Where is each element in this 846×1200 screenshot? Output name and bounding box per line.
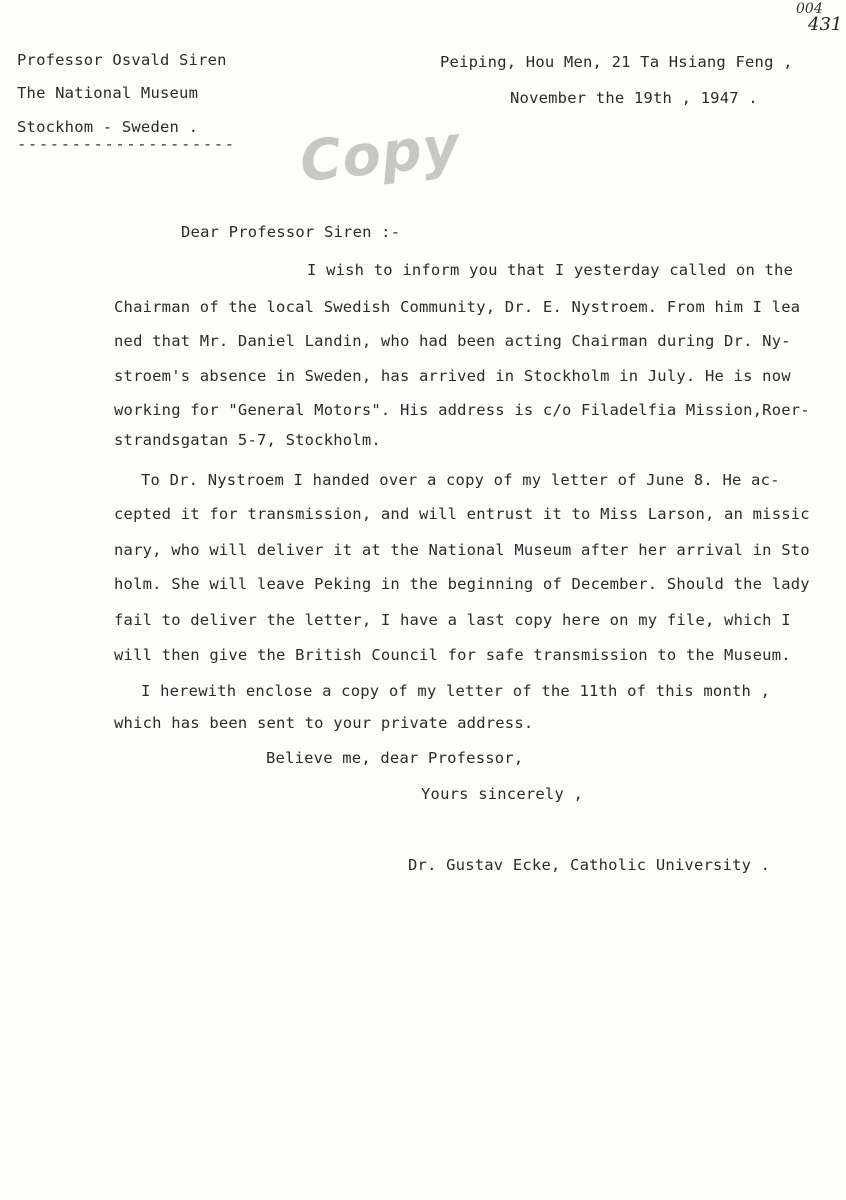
recipient-city: Stockhom - Sweden . [17, 118, 199, 136]
letter-date: November the 19th , 1947 . [510, 89, 758, 107]
valediction: Yours sincerely , [421, 785, 584, 803]
paragraph-line: nary, who will deliver it at the National Museum after her arrival in Sto [114, 541, 810, 559]
archive-number-top: 004 [796, 1, 823, 17]
paragraph-line: working for "General Motors". His address is c/o Filadelfia Mission,Roer- [114, 401, 810, 419]
paragraph-line: fail to deliver the letter, I have a last copy here on my file, which I [114, 611, 791, 629]
paragraph-line: To Dr. Nystroem I handed over a copy of my letter of June 8. He ac- [141, 471, 780, 489]
copy-stamp: Copy [297, 113, 464, 196]
sender-address: Peiping, Hou Men, 21 Ta Hsiang Feng , [440, 53, 793, 71]
paragraph-line: holm. She will leave Peking in the beginning of December. Should the lady [114, 575, 810, 593]
signature: Dr. Gustav Ecke, Catholic University . [408, 856, 771, 874]
recipient-rule: -------------------- [17, 135, 236, 153]
paragraph-line: ned that Mr. Daniel Landin, who had been acting Chairman during Dr. Ny- [114, 332, 791, 350]
paragraph-line: I herewith enclose a copy of my letter of the 11th of this month , [141, 682, 771, 700]
archive-number: 431 [808, 14, 843, 35]
salutation: Dear Professor Siren :- [181, 223, 401, 241]
paragraph-line: strandsgatan 5-7, Stockholm. [114, 431, 381, 449]
closing-phrase: Believe me, dear Professor, [266, 749, 524, 767]
paragraph-line: will then give the British Council for safe transmission to the Museum. [114, 646, 791, 664]
paragraph-line: Chairman of the local Swedish Community, Dr. E. Nystroem. From him I lea [114, 298, 801, 316]
paragraph-line: which has been sent to your private address. [114, 714, 534, 732]
recipient-name: Professor Osvald Siren [17, 51, 227, 69]
paragraph-line: I wish to inform you that I yesterday called on the [307, 261, 794, 279]
paragraph-line: stroem's absence in Sweden, has arrived in Stockholm in July. He is now [114, 367, 791, 385]
recipient-institution: The National Museum [17, 84, 199, 102]
paragraph-line: cepted it for transmission, and will entrust it to Miss Larson, an missic [114, 505, 810, 523]
